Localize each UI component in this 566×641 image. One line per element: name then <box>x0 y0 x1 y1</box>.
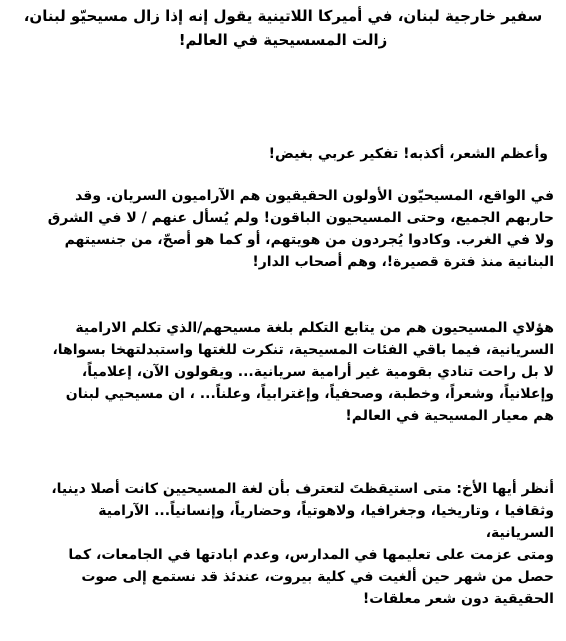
paragraph-1 <box>12 185 554 273</box>
paragraph-3 <box>12 478 554 610</box>
paragraph-line: الحقيقية دون شعر معلقات! <box>362 591 554 607</box>
title-line: سفير خارجية لبنان، في أميركا اللاتينية يقول إنه إذا زال مسيحيّو لبنان، <box>23 7 543 25</box>
paragraph-line: حصل من شهر حين ألغيت في كلية بيروت، عندئذ قد نستمع إلى صوت <box>81 569 554 585</box>
paragraph-2 <box>12 317 554 427</box>
opening-line: وأعظم الشعر، أكذبه! تفكير عربي بغيض! <box>268 146 548 162</box>
paragraph-line: السريانية، <box>485 525 554 541</box>
paragraph-line: وثقافيا ، وتاريخيا، وجغرافيا، ولاهوتياً، وحضارياً، وإنسانياً... الآرامية <box>98 503 554 519</box>
title-line: زالت المسسيحية في العالم! <box>178 31 388 49</box>
paragraph-line: حاربهم الجميع، وحتى المسيحيون الباقون! ولم يُسأل عنهم / لا في الشرق <box>47 210 554 226</box>
paragraph-line: هؤلاي المسيحيون هم من يتابع التكلم بلغة مسيحهم/الذي تكلم الارامية <box>75 320 554 336</box>
paragraph-line: ولا في الغرب. وكادوا يُجردون من هويتهم، أو كما هو أصحّ، من جنسيتهم <box>64 232 554 248</box>
paragraph-line: السريانية، فيما باقي الفئات المسيحية، تنكرت للغتها واستبدلتهخا بسواها، <box>52 342 554 358</box>
paragraph-line: ومتى عزمت على تعليمها في المدارس، وعدم ابادتها في الجامعات، كما <box>68 547 554 563</box>
paragraph-line: وإعلانياً، وشعراً، وخطبة، وصحفياً، وإغترابياً، وعلناً... ، ان مسيحيي لبنان <box>65 386 554 402</box>
article-title <box>12 4 554 52</box>
paragraph-line: البنانية منذ فترة قصيرة!، وهم أصحاب الدار! <box>252 254 554 270</box>
paragraph-line: لا بل راحت تنادي بقومية غير أرامية سريانية... ويقولون الآن، إعلامياً، <box>81 364 554 380</box>
paragraph-line: أنظر أيها الأخ: متى استيقظتَ لتعترف بأن لغة المسيحيين كانت أصلا دينيا، <box>51 481 554 497</box>
paragraph-line: هم معيار المسيحية في العالم! <box>345 408 554 424</box>
paragraph-line: في الواقع، المسيحيّون الأولون الحقيقيون هم الآراميون السريان. وقد <box>75 188 554 204</box>
